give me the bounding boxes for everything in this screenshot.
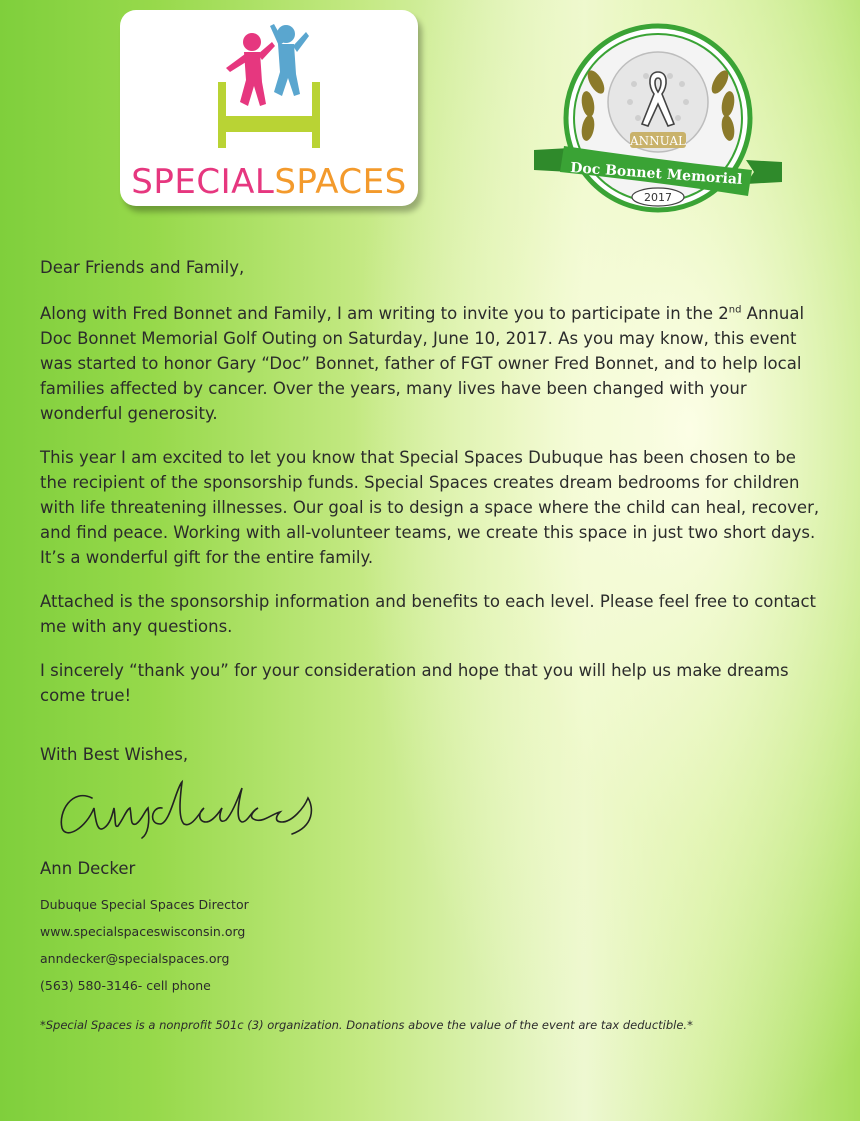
- closing: With Best Wishes,: [40, 745, 189, 764]
- logo-wordmark: [120, 162, 418, 202]
- signer-title: Dubuque Special Spaces Director: [40, 897, 249, 912]
- paragraph-attached: Attached is the sponsorship information and benefits to each level. Please feel free to contact me with any questions.: [40, 592, 816, 636]
- paragraph-invitation-start: Along with Fred Bonnet and Family, I am writing to invite you to participate in the 2: [40, 304, 729, 323]
- letter-body: [40, 255, 820, 727]
- jumping-kids-bed-icon: [212, 20, 328, 152]
- salutation: Dear Friends and Family,: [40, 258, 245, 277]
- badge-year: 2017: [644, 191, 672, 204]
- badge-ribbon-text: Doc Bonnet Memorial: [569, 160, 743, 188]
- signer-contact-block: [40, 891, 249, 999]
- signer-name: Ann Decker: [40, 859, 136, 878]
- special-spaces-logo: [120, 10, 418, 206]
- paragraph-invitation: [40, 301, 820, 426]
- logo-word-spaces: SPACES: [274, 162, 407, 202]
- paragraph-thank-you: I sincerely “thank you” for your consideration and hope that you will help us make dreams come true!: [40, 661, 789, 705]
- signer-website-link[interactable]: www.specialspaceswisconsin.org: [40, 924, 246, 939]
- ordinal-suffix: nd: [728, 304, 742, 316]
- handwritten-signature: [52, 768, 352, 848]
- nonprofit-footnote: *Special Spaces is a nonprofit 501c (3) organization. Donations above the value of the event are tax deductible.*: [40, 1018, 693, 1032]
- signer-email-link[interactable]: anndecker@specialspaces.org: [40, 951, 230, 966]
- paragraph-invitation-end: Annual Doc Bonnet Memorial Golf Outing on Saturday, June 10, 2017. As you may know, this event was started to honor Gary “Doc” Bonnet, father of FGT owner Fred Bonnet, and to help local families affected by cancer. Over the years, many lives have been changed with your wonderful generosity.: [40, 304, 805, 423]
- logo-word-special: SPECIAL: [131, 162, 275, 202]
- badge-annual-label: ANNUAL: [629, 134, 687, 148]
- signer-phone: (563) 580-3146- cell phone: [40, 978, 211, 993]
- doc-bonnet-memorial-badge: [530, 20, 790, 220]
- paragraph-special-spaces: This year I am excited to let you know that Special Spaces Dubuque has been chosen to be the recipient of the sponsorship funds. Special Spaces creates dream bedrooms for children with life threatening illnesses. Our goal is to design a space where the child can heal, recover, and find peace. Working with all-volunteer teams, we create this space in just two short days. It’s a wonderful gift for the entire family.: [40, 448, 820, 567]
